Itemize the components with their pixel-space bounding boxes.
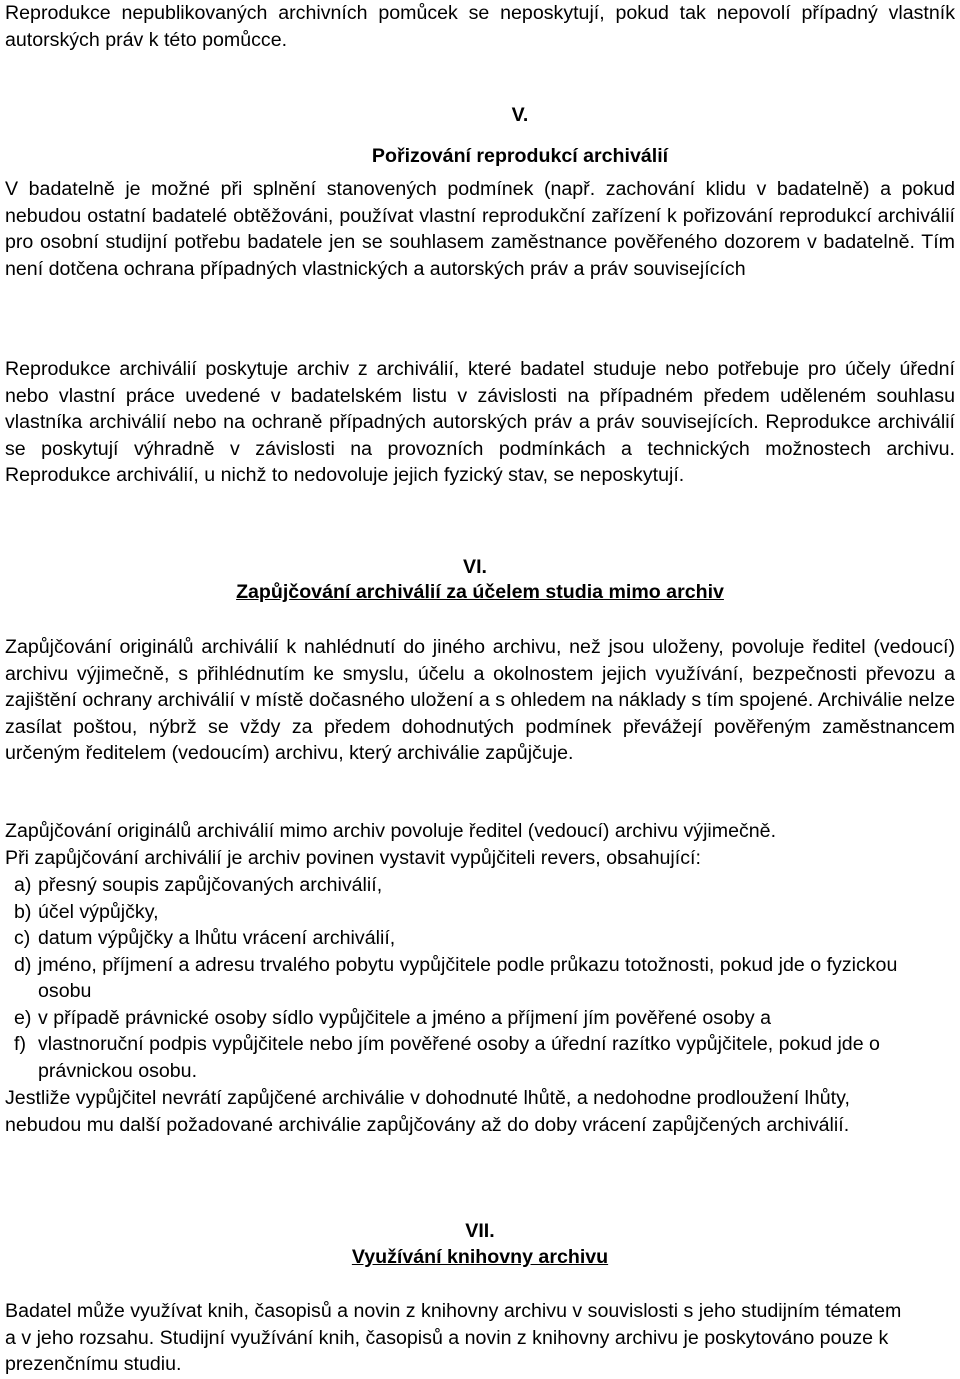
list-item-marker: a) bbox=[14, 874, 32, 896]
list-item bbox=[5, 899, 955, 926]
section-vi-title bbox=[5, 579, 955, 606]
list-item bbox=[5, 1031, 955, 1084]
section-vi-paragraph-2-line-1: Zapůjčování originálů archiválií mimo archiv povoluje ředitel (vedoucí) archivu výjimečně. bbox=[5, 820, 777, 842]
list-item-text: v případě právnické osoby sídlo vypůjčitele a jméno a příjmení jím pověřené osoby a bbox=[38, 1006, 771, 1029]
section-vii-title-text: Využívání knihovny archivu bbox=[351, 1246, 609, 1268]
section-vii-paragraph-1: Badatel může využívat knih, časopisů a novin z knihovny archivu v souvislosti s jeho studijním tématem a v jeho rozsahu. Studijní využívání knih, časopisů a novin z knihovny archivu je poskytováno pouze k prezenčnímu studiu. bbox=[5, 1300, 902, 1375]
list-item bbox=[5, 872, 955, 899]
list-item-text: vlastnoruční podpis vypůjčitele nebo jím pověřené osoby a úřední razítko vypůjčitele, pokud jde o právnickou osobu. bbox=[38, 1033, 880, 1082]
section-vi-number: VI. bbox=[463, 556, 487, 578]
list-item-marker: f) bbox=[14, 1033, 26, 1055]
list-item-text: přesný soupis zapůjčovaných archiválií, bbox=[38, 874, 383, 896]
section-v-paragraph-2: Reprodukce archiválií poskytuje archiv z archiválií, které badatel studuje nebo potřebuje pro účely úřední nebo vlastní práce uvedené v badatelském listu v závislosti na případném předem uděleném souhlasu vlastníka archiválií nebo na ochraně případných autorských práv a práv souvisejících. Reprodukce archiválií se poskytují výhradně v závislosti na provozních podmínkách a technických možnostech archivu. Reprodukce archiválií, u nichž to nedovoluje jejich fyzický stav, se neposkytují. bbox=[5, 358, 955, 486]
section-vi-paragraph-1: Zapůjčování originálů archiválií k nahlédnutí do jiného archivu, než jsou uloženy, povoluje ředitel (vedoucí) archivu výjimečně, s přihlédnutím ke smyslu, účelu a okolnostem jejich využívání, bezpečnosti převozu a zajištění ochrany archiválií v místě dočasného uložení a s ohledem na náklady s tím spojené. Archiválie nelze zasílat poštou, nýbrž se vždy za předem dohodnutých podmínek převážejí pověřeným zaměstnancem určeným ředitelem (vedoucím) archivu, který archiválie zapůjčuje. bbox=[5, 636, 955, 764]
list-item bbox=[5, 952, 955, 1005]
section-v-title: Pořizování reprodukcí archiválií bbox=[371, 145, 669, 167]
section-v-paragraph-1: V badatelně je možné při splnění stanovených podmínek (např. zachování klidu v badatelně) a pokud nebudou ostatní badatelé obtěžováni, používat vlastní reprodukční zařízení k pořizování reprodukcí archiválií pro osobní studijní potřebu badatele jen se souhlasem zaměstnance pověřeného dozorem v badatelně. Tím není dotčena ochrana případných vlastnických a autorských práv a práv souvisejících bbox=[5, 178, 955, 280]
list-item-marker: e) bbox=[14, 1006, 32, 1029]
list-item-text: jméno, příjmení a adresu trvalého pobytu vypůjčitele podle průkazu totožnosti, pokud jde o fyzickou osobu bbox=[38, 953, 898, 1002]
revers-item-list bbox=[5, 872, 955, 1084]
section-vi-title-text: Zapůjčování archiválií za účelem studia mimo archiv bbox=[236, 581, 724, 603]
section-vi-paragraph-3: Jestliže vypůjčitel nevrátí zapůjčené archiválie v dohodnuté lhůtě, a nedohodne prodloužení lhůty, nebudou mu další požadované archiválie zapůjčovány až do doby vrácení zapůjčených archiválií. bbox=[5, 1087, 850, 1136]
list-item bbox=[5, 925, 955, 952]
list-item-marker: c) bbox=[14, 927, 31, 949]
list-item-marker: b) bbox=[14, 900, 32, 923]
list-item-text: datum výpůjčky a lhůtu vrácení archiválií, bbox=[38, 927, 396, 949]
section-v-number: V. bbox=[511, 104, 529, 126]
list-item bbox=[5, 1005, 955, 1032]
section-vii-title bbox=[5, 1244, 955, 1271]
intro-paragraph: Reprodukce nepublikovaných archivních pomůcek se neposkytují, pokud tak nepovolí případný vlastník autorských práv k této pomůcce. bbox=[5, 2, 955, 51]
list-item-marker: d) bbox=[14, 953, 32, 976]
section-vii-number: VII. bbox=[465, 1220, 495, 1242]
list-item-text: účel výpůjčky, bbox=[38, 900, 159, 923]
section-vi-paragraph-2-line-2: Při zapůjčování archiválií je archiv povinen vystavit vypůjčiteli revers, obsahující: bbox=[5, 847, 701, 869]
